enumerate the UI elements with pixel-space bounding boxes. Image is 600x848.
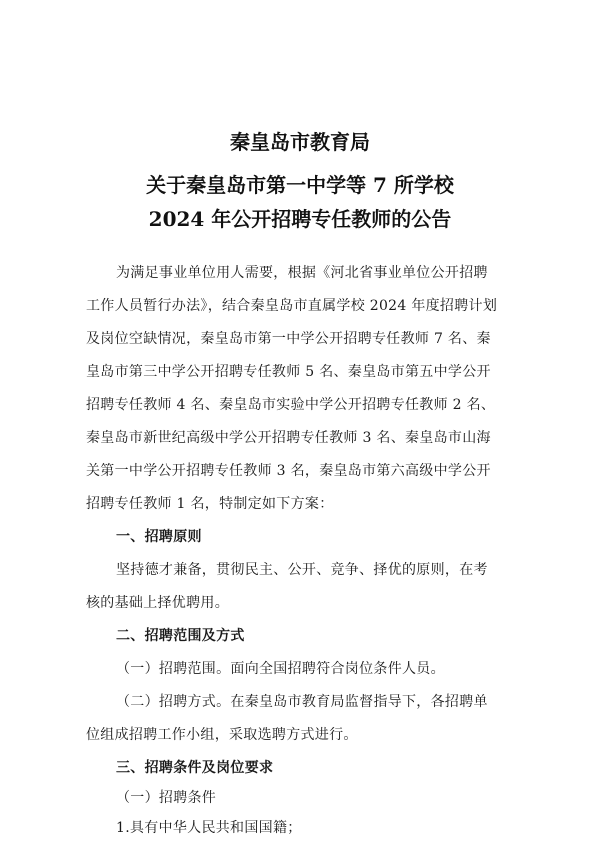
principles-line-2: 核的基础上择优聘用。 bbox=[86, 595, 229, 611]
intro-line-6: 秦皇岛市新世纪高级中学公开招聘专任教师 3 名、秦皇岛市山海 bbox=[86, 430, 491, 446]
intro-line-1: 为满足事业单位用人需要，根据《河北省事业单位公开招聘 bbox=[116, 265, 488, 281]
section-heading-principles: 一、招聘原则 bbox=[116, 529, 202, 545]
intro-line-7: 关第一中学公开招聘专任教师 3 名，秦皇岛市第六高级中学公开 bbox=[86, 463, 491, 479]
conditions-item-1: 1.具有中华人民共和国国籍； bbox=[116, 820, 302, 836]
principles-line-1: 坚持德才兼备，贯彻民主、公开、竞争、择优的原则，在考 bbox=[116, 562, 488, 578]
scope-item-2-line-1: （二）招聘方式。在秦皇岛市教育局监督指导下，各招聘单 bbox=[116, 694, 488, 710]
intro-line-3: 及岗位空缺情况，秦皇岛市第一中学公开招聘专任教师 7 名、秦 bbox=[86, 331, 491, 347]
scope-item-1: （一）招聘范围。面向全国招聘符合岗位条件人员。 bbox=[116, 661, 445, 677]
document-title-line2: 关于秦皇岛市第一中学等 7 所学校 bbox=[146, 173, 454, 197]
scope-item-2-line-2: 位组成招聘工作小组，采取选聘方式进行。 bbox=[86, 727, 358, 743]
intro-line-5: 招聘专任教师 4 名、秦皇岛市实验中学公开招聘专任教师 2 名、 bbox=[86, 397, 496, 413]
conditions-subheading: （一）招聘条件 bbox=[116, 790, 217, 806]
intro-line-8: 招聘专任教师 1 名，特制定如下方案： bbox=[86, 496, 334, 512]
document-title-line3: 2024 年公开招聘专任教师的公告 bbox=[148, 207, 452, 231]
section-heading-scope: 二、招聘范围及方式 bbox=[116, 628, 245, 644]
document-title-issuer: 秦皇岛市教育局 bbox=[230, 130, 370, 154]
intro-line-4: 皇岛市第三中学公开招聘专任教师 5 名、秦皇岛市第五中学公开 bbox=[86, 364, 491, 380]
intro-line-2: 工作人员暂行办法》，结合秦皇岛市直属学校 2024 年度招聘计划 bbox=[86, 298, 498, 314]
section-heading-conditions: 三、招聘条件及岗位要求 bbox=[116, 760, 274, 776]
